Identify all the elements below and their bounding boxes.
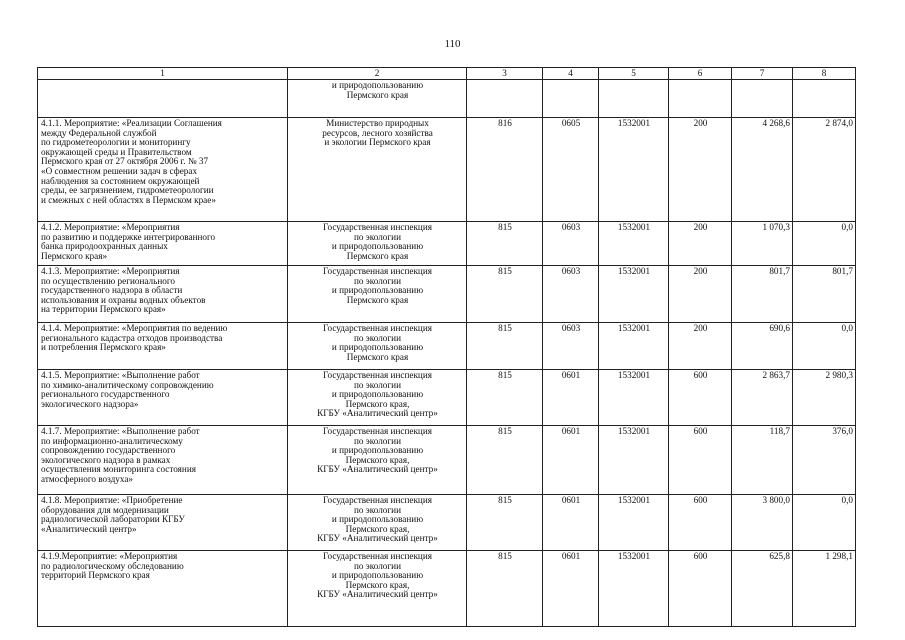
amount-col7-cell: 625,8 bbox=[732, 551, 793, 627]
measure-name-cell bbox=[38, 370, 288, 426]
section-code-cell: 0605 bbox=[543, 118, 599, 222]
measure-name-line: 4.1.4. Мероприятие: «Мероприятия по ведению bbox=[41, 323, 228, 333]
measure-name-line: территорий Пермского края bbox=[41, 570, 150, 581]
grbs-code-cell: 816 bbox=[467, 118, 543, 222]
measure-name-line: «Аналитический центр» bbox=[41, 523, 137, 534]
measure-name-line: регионального государственного bbox=[41, 389, 170, 400]
executor-line: КГБУ «Аналитический центр» bbox=[317, 589, 438, 600]
header-cell: 1 bbox=[38, 68, 288, 80]
executor-line: Государственная инспекция bbox=[323, 323, 432, 333]
amount-col7-cell: 1 070,3 bbox=[732, 222, 793, 266]
executor-line: Государственная инспекция bbox=[323, 266, 432, 276]
executor-line: Государственная инспекция bbox=[323, 426, 432, 436]
table-row bbox=[38, 495, 856, 551]
executor-line: Министерство природных bbox=[326, 118, 429, 128]
executor-cell bbox=[288, 370, 467, 426]
executor-line: и экологии Пермского края bbox=[324, 137, 431, 148]
executor-line: по экологии bbox=[354, 435, 401, 446]
target-article-cell: 1532001 bbox=[599, 222, 669, 266]
table-row bbox=[38, 266, 856, 323]
measure-name-line: 4.1.2. Мероприятие: «Мероприятия bbox=[41, 222, 180, 232]
amount-col8-cell: 1 298,1 bbox=[793, 551, 856, 627]
measure-name-line: Пермского края от 27 октября 2006 г. № 37 bbox=[41, 156, 209, 167]
measure-name-line: осуществления мониторинга состояния bbox=[41, 464, 196, 475]
executor-line: Государственная инспекция bbox=[323, 370, 432, 380]
executor-cell bbox=[288, 495, 467, 551]
grbs-code-cell: 815 bbox=[467, 222, 543, 266]
section-code-cell: 0603 bbox=[543, 323, 599, 370]
measure-name-line: окружающей среды и Правительством bbox=[41, 146, 192, 157]
measure-name-line: использования и охраны водных объектов bbox=[41, 294, 206, 305]
executor-line: и природопользованию bbox=[331, 514, 424, 525]
measure-name-line: 4.1.7. Мероприятие: «Выполнение работ bbox=[41, 426, 200, 436]
executor-line: по экологии bbox=[354, 275, 401, 286]
grbs-code-cell: 815 bbox=[467, 370, 543, 426]
amount-col8-cell: 2 874,0 bbox=[793, 118, 856, 222]
table-row bbox=[38, 370, 856, 426]
executor-line: Пермского края, bbox=[345, 454, 410, 465]
measure-name-line: 4.1.3. Мероприятие: «Мероприятия bbox=[41, 266, 180, 276]
grbs-code-cell: 815 bbox=[467, 266, 543, 323]
executor-line: по экологии bbox=[354, 332, 401, 343]
executor-line: и природопользованию bbox=[331, 445, 424, 456]
executor-cell bbox=[288, 266, 467, 323]
executor-line: и природопользованию bbox=[331, 80, 424, 90]
header-cell: 3 bbox=[467, 68, 543, 80]
measure-name-line: экологического надзора в рамках bbox=[41, 454, 171, 465]
expense-type-cell: 200 bbox=[669, 118, 732, 222]
executor-line: Пермского края, bbox=[345, 579, 410, 590]
target-article-cell: 1532001 bbox=[599, 323, 669, 370]
section-code-cell: 0601 bbox=[543, 426, 599, 495]
header-cell: 2 bbox=[288, 68, 467, 80]
expense-type-cell: 600 bbox=[669, 551, 732, 627]
executor-cell bbox=[288, 323, 467, 370]
target-article-cell: 1532001 bbox=[599, 266, 669, 323]
executor-line: Пермского края bbox=[346, 294, 409, 305]
table-row bbox=[38, 222, 856, 266]
expense-type-cell: 600 bbox=[669, 370, 732, 426]
amount-col7-cell: 3 800,0 bbox=[732, 495, 793, 551]
amount-col8-cell: 2 980,3 bbox=[793, 370, 856, 426]
measure-name-line: банка природоохранных данных bbox=[41, 241, 168, 252]
amount-col8-cell: 801,7 bbox=[793, 266, 856, 323]
target-article-cell: 1532001 bbox=[599, 426, 669, 495]
measure-name-line: «О совместном решении задач в сферах bbox=[41, 165, 198, 176]
executor-line: Пермского края bbox=[346, 351, 409, 362]
executor-cell bbox=[288, 118, 467, 222]
section-code-cell: 0601 bbox=[543, 370, 599, 426]
expense-type-cell: 200 bbox=[669, 323, 732, 370]
executor-line: КГБУ «Аналитический центр» bbox=[317, 464, 438, 475]
executor-line: по экологии bbox=[354, 231, 401, 242]
amount-col8-cell: 0,0 bbox=[793, 323, 856, 370]
measure-name-line: между Федеральной службой bbox=[41, 127, 157, 138]
amount-col7-cell: 2 863,7 bbox=[732, 370, 793, 426]
page-number: 110 bbox=[444, 38, 461, 50]
executor-cell bbox=[288, 222, 467, 266]
section-code-cell: 0603 bbox=[543, 222, 599, 266]
target-article-cell: 1532001 bbox=[599, 370, 669, 426]
measure-name-cell bbox=[38, 426, 288, 495]
measure-name-line: и потребления Пермского края» bbox=[41, 342, 166, 353]
measure-name-line: по осуществлению регионального bbox=[41, 275, 175, 286]
measure-name-line: по развитию и поддержке интегрированного bbox=[41, 231, 216, 242]
measure-name-line: государственного надзора в области bbox=[41, 285, 183, 296]
table-header-row bbox=[38, 68, 856, 80]
measure-name-cell bbox=[38, 323, 288, 370]
executor-line: по экологии bbox=[354, 560, 401, 571]
amount-col7-cell: 118,7 bbox=[732, 426, 793, 495]
measure-name-line: радиологической лаборатории КГБУ bbox=[41, 514, 185, 525]
grbs-code-cell: 815 bbox=[467, 551, 543, 627]
section-code-cell: 0601 bbox=[543, 551, 599, 627]
amount-col7-cell: 801,7 bbox=[732, 266, 793, 323]
measure-name-cell bbox=[38, 222, 288, 266]
measure-name-cell bbox=[38, 551, 288, 627]
header-cell: 7 bbox=[732, 68, 793, 80]
header-cell: 6 bbox=[669, 68, 732, 80]
executor-line: КГБУ «Аналитический центр» bbox=[317, 533, 438, 544]
amount-col8-cell: 0,0 bbox=[793, 495, 856, 551]
measure-name-line: 4.1.9.Мероприятие: «Мероприятия bbox=[41, 551, 178, 561]
section-code-cell: 0601 bbox=[543, 495, 599, 551]
measure-name-line: 4.1.1. Мероприятие: «Реализации Соглашения bbox=[41, 118, 222, 128]
target-article-cell: 1532001 bbox=[599, 118, 669, 222]
executor-line: по экологии bbox=[354, 379, 401, 390]
measure-name-line: 4.1.5. Мероприятие: «Выполнение работ bbox=[41, 370, 200, 380]
measure-name-line: по информационно-аналитическому bbox=[41, 435, 183, 446]
expense-type-cell: 600 bbox=[669, 495, 732, 551]
executor-line: Государственная инспекция bbox=[323, 222, 432, 232]
executor-cell bbox=[288, 551, 467, 627]
executor-cell bbox=[288, 426, 467, 495]
measure-name-line: регионального кадастра отходов производства bbox=[41, 332, 223, 343]
header-cell: 5 bbox=[599, 68, 669, 80]
executor-cell bbox=[288, 80, 467, 118]
measure-name-line: атмосферного воздуха» bbox=[41, 473, 133, 484]
continuation-row bbox=[38, 80, 856, 118]
name-cell bbox=[38, 80, 288, 118]
measure-name-line: на территории Пермского края» bbox=[41, 304, 166, 315]
measure-name-line: среды, ее загрязнением, гидрометеорологии bbox=[41, 185, 214, 196]
measure-name-cell bbox=[38, 118, 288, 222]
executor-line: и природопользованию bbox=[331, 241, 424, 252]
executor-line: ресурсов, лесного хозяйства bbox=[322, 127, 433, 138]
measure-name-line: Пермского края» bbox=[41, 250, 108, 261]
measure-name-line: 4.1.8. Мероприятие: «Приобретение bbox=[41, 495, 183, 505]
executor-line: и природопользованию bbox=[331, 570, 424, 581]
expense-type-cell: 200 bbox=[669, 222, 732, 266]
amount-col8-cell: 0,0 bbox=[793, 222, 856, 266]
expense-type-cell: 200 bbox=[669, 266, 732, 323]
measure-name-line: по радиологическому обследованию bbox=[41, 560, 184, 571]
target-article-cell: 1532001 bbox=[599, 495, 669, 551]
expense-type-cell: 600 bbox=[669, 426, 732, 495]
executor-line: Пермского края bbox=[346, 250, 409, 261]
table-row bbox=[38, 426, 856, 495]
executor-line: Пермского края bbox=[346, 89, 409, 100]
measure-name-line: по химико-аналитическому сопровождению bbox=[41, 379, 214, 390]
executor-line: Пермского края, bbox=[345, 398, 410, 409]
table-row bbox=[38, 323, 856, 370]
executor-line: и природопользованию bbox=[331, 342, 424, 353]
grbs-code-cell: 815 bbox=[467, 495, 543, 551]
amount-col7-cell: 4 268,6 bbox=[732, 118, 793, 222]
executor-line: Пермского края, bbox=[345, 523, 410, 534]
executor-line: и природопользованию bbox=[331, 285, 424, 296]
amount-col8-cell: 376,0 bbox=[793, 426, 856, 495]
table-row bbox=[38, 118, 856, 222]
section-code-cell: 0603 bbox=[543, 266, 599, 323]
measure-name-cell bbox=[38, 266, 288, 323]
table-row bbox=[38, 551, 856, 627]
amount-col7-cell: 690,6 bbox=[732, 323, 793, 370]
grbs-code-cell: 815 bbox=[467, 323, 543, 370]
measure-name-line: сопровождению государственного bbox=[41, 445, 176, 456]
target-article-cell: 1532001 bbox=[599, 551, 669, 627]
executor-line: КГБУ «Аналитический центр» bbox=[317, 408, 438, 419]
grbs-code-cell: 815 bbox=[467, 426, 543, 495]
executor-line: по экологии bbox=[354, 504, 401, 515]
executor-line: и природопользованию bbox=[331, 389, 424, 400]
measure-name-line: экологического надзора» bbox=[41, 398, 139, 409]
budget-table bbox=[37, 67, 856, 627]
measure-name-cell bbox=[38, 495, 288, 551]
measure-name-line: оборудования для модернизации bbox=[41, 504, 169, 515]
header-cell: 4 bbox=[543, 68, 599, 80]
header-cell: 8 bbox=[793, 68, 856, 80]
measure-name-line: наблюдения за состоянием окружающей bbox=[41, 175, 200, 186]
executor-line: Государственная инспекция bbox=[323, 495, 432, 505]
measure-name-line: по гидрометеорологии и мониторингу bbox=[41, 137, 191, 148]
executor-line: Государственная инспекция bbox=[323, 551, 432, 561]
measure-name-line: и смежных с ней областях в Пермском крае» bbox=[41, 194, 216, 205]
